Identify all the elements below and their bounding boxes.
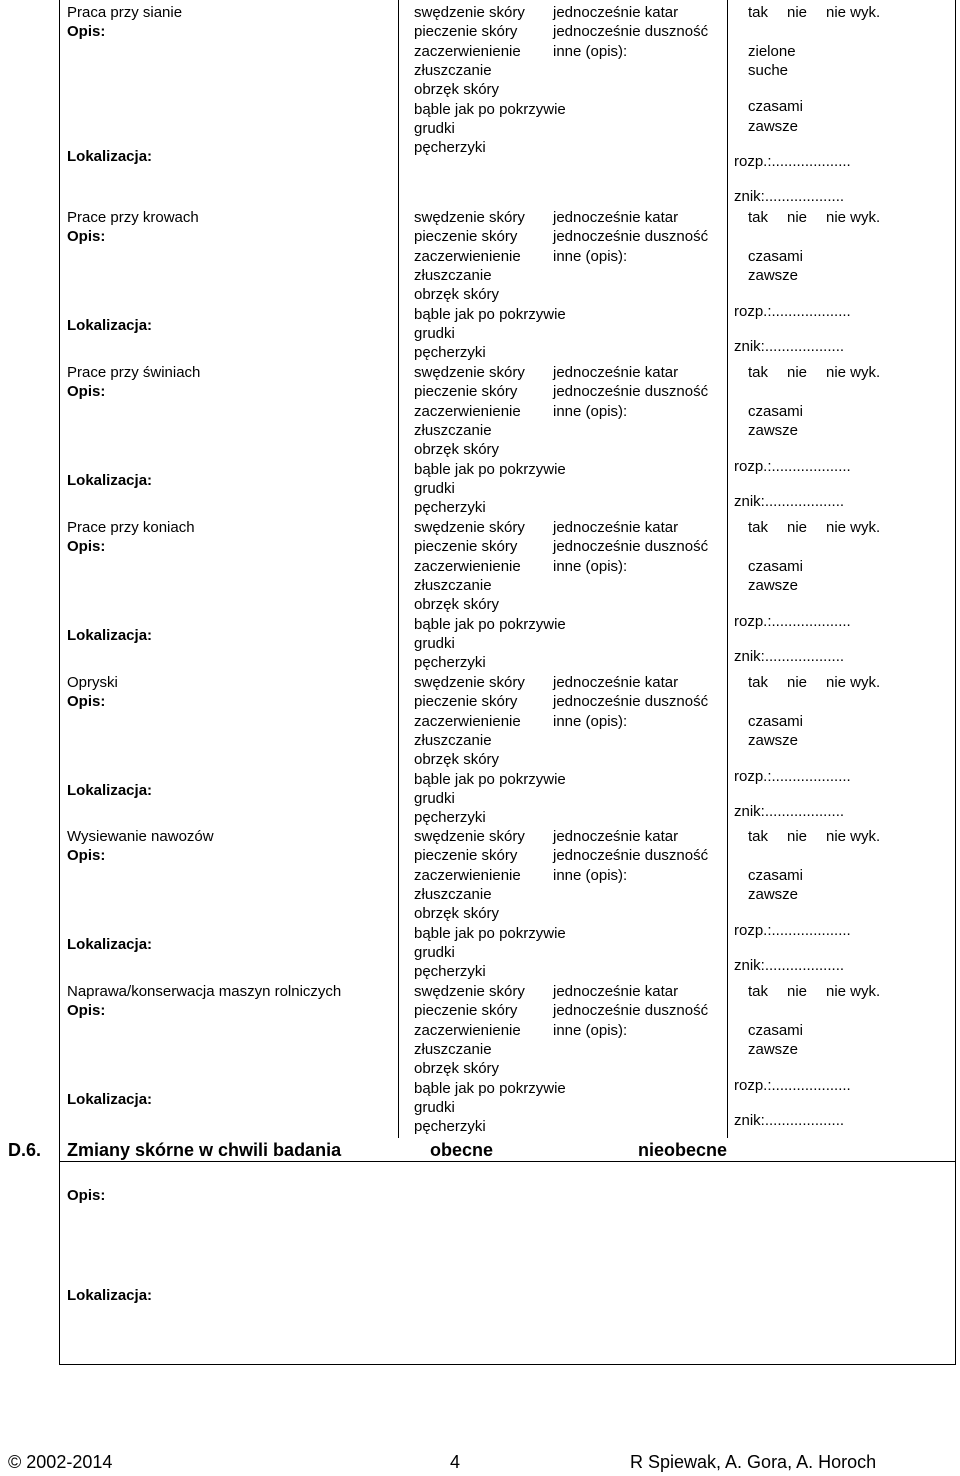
symptom-option[interactable]: zaczerwienienie (414, 1022, 521, 1039)
option-nie-wyk[interactable]: nie wyk. (826, 519, 881, 536)
rozp-field: rozp.:................... (734, 153, 851, 170)
symptom-option[interactable]: jednocześnie katar (553, 4, 679, 21)
symptom-option[interactable]: bąble jak po pokrzywie (414, 1080, 566, 1097)
symptom-option[interactable]: bąble jak po pokrzywie (414, 306, 566, 323)
symptom-option[interactable]: pieczenie skóry (414, 383, 518, 400)
opis-label: Opis: (67, 23, 106, 40)
activity-name: Prace przy koniach (67, 519, 195, 536)
option-tak[interactable]: tak (748, 828, 769, 845)
option-czasami[interactable]: czasami (748, 558, 804, 575)
symptom-option[interactable]: pęcherzyki (414, 344, 486, 361)
option-zielone[interactable]: zielone (748, 43, 796, 60)
symptom-option[interactable]: obrzęk skóry (414, 596, 500, 613)
option-nie[interactable]: nie (787, 674, 808, 691)
symptom-option[interactable]: swędzenie skóry (414, 4, 525, 21)
symptom-option[interactable]: obrzęk skóry (414, 441, 500, 458)
d6-lokalizacja-label: Lokalizacja: (67, 1287, 153, 1304)
symptom-option[interactable]: pęcherzyki (414, 654, 486, 671)
symptom-option[interactable]: grudki (414, 635, 455, 652)
znik-field: znik:................... (734, 493, 845, 510)
lokalizacja-label: Lokalizacja: (67, 1091, 153, 1108)
option-nie[interactable]: nie (787, 209, 808, 226)
symptom-option[interactable]: grudki (414, 944, 455, 961)
znik-field: znik:................... (734, 957, 845, 974)
opis-label: Opis: (67, 693, 106, 710)
lokalizacja-label: Lokalizacja: (67, 936, 153, 953)
rozp-field: rozp.:................... (734, 303, 851, 320)
option-nie-wyk[interactable]: nie wyk. (826, 674, 881, 691)
option-nie-wyk[interactable]: nie wyk. (826, 828, 881, 845)
symptom-option[interactable]: swędzenie skóry (414, 983, 525, 1000)
symptom-option[interactable]: inne (opis): (553, 43, 628, 60)
activity-name: Prace przy świniach (67, 364, 201, 381)
symptom-option[interactable]: jednocześnie duszność (553, 1002, 709, 1019)
symptom-option[interactable]: zaczerwienienie (414, 867, 521, 884)
symptom-option[interactable]: bąble jak po pokrzywie (414, 771, 566, 788)
symptom-option[interactable]: inne (opis): (553, 558, 628, 575)
symptom-option[interactable]: pieczenie skóry (414, 538, 518, 555)
symptom-option[interactable]: grudki (414, 1099, 455, 1116)
symptom-option[interactable]: złuszczanie (414, 1041, 492, 1058)
option-nie[interactable]: nie (787, 364, 808, 381)
option-czasami[interactable]: czasami (748, 403, 804, 420)
d6-box-left (59, 1161, 60, 1364)
symptom-option[interactable]: bąble jak po pokrzywie (414, 101, 566, 118)
option-zawsze[interactable]: zawsze (748, 1041, 799, 1058)
symptom-option[interactable]: zaczerwienienie (414, 558, 521, 575)
symptom-option[interactable]: pęcherzyki (414, 499, 486, 516)
activity-name: Opryski (67, 674, 118, 691)
option-zawsze[interactable]: zawsze (748, 422, 799, 439)
option-nie-wyk[interactable]: nie wyk. (826, 364, 881, 381)
opis-label: Opis: (67, 383, 106, 400)
option-tak[interactable]: tak (748, 983, 769, 1000)
symptom-option[interactable]: złuszczanie (414, 886, 492, 903)
activity-name: Praca przy sianie (67, 4, 183, 21)
lokalizacja-label: Lokalizacja: (67, 782, 153, 799)
opis-label: Opis: (67, 228, 106, 245)
option-nie[interactable]: nie (787, 519, 808, 536)
symptom-option[interactable]: złuszczanie (414, 577, 492, 594)
symptom-option[interactable]: zaczerwienienie (414, 403, 521, 420)
symptom-option[interactable]: bąble jak po pokrzywie (414, 616, 566, 633)
option-tak[interactable]: tak (748, 209, 769, 226)
symptom-option[interactable]: pieczenie skóry (414, 1002, 518, 1019)
symptom-option[interactable]: swędzenie skóry (414, 209, 525, 226)
d6-box-right (955, 1161, 956, 1364)
opis-label: Opis: (67, 538, 106, 555)
option-nie-wyk[interactable]: nie wyk. (826, 4, 881, 21)
section-title: Zmiany skórne w chwili badania (67, 1140, 342, 1160)
rozp-field: rozp.:................... (734, 1077, 851, 1094)
znik-field: znik:................... (734, 338, 845, 355)
option-zawsze[interactable]: zawsze (748, 267, 799, 284)
option-zawsze[interactable]: zawsze (748, 732, 799, 749)
znik-field: znik:................... (734, 803, 845, 820)
symptom-option[interactable]: złuszczanie (414, 62, 492, 79)
symptom-option[interactable]: zaczerwienienie (414, 43, 521, 60)
footer-copyright (8, 1451, 112, 1473)
symptom-option[interactable]: złuszczanie (414, 267, 492, 284)
option-nie-wyk[interactable]: nie wyk. (826, 983, 881, 1000)
table-left-border (59, 0, 60, 1161)
symptom-option[interactable]: jednocześnie duszność (553, 23, 709, 40)
d6-opis-label: Opis: (67, 1187, 106, 1204)
option-nie[interactable]: nie (787, 4, 808, 21)
symptom-option[interactable]: złuszczanie (414, 732, 492, 749)
symptom-option[interactable]: obrzęk skóry (414, 1060, 500, 1077)
symptom-option[interactable]: zaczerwienienie (414, 713, 521, 730)
symptom-option[interactable]: obrzęk skóry (414, 905, 500, 922)
rozp-field: rozp.:................... (734, 922, 851, 939)
symptom-option[interactable]: pieczenie skóry (414, 228, 518, 245)
option-suche[interactable]: suche (748, 62, 789, 79)
symptom-option[interactable]: pęcherzyki (414, 139, 486, 156)
option-nie-wyk[interactable]: nie wyk. (826, 209, 881, 226)
symptom-option[interactable]: inne (opis): (553, 403, 628, 420)
table-bottom-border (59, 1161, 956, 1162)
symptom-option[interactable]: obrzęk skóry (414, 751, 500, 768)
symptom-option[interactable]: jednocześnie duszność (553, 693, 709, 710)
symptom-option[interactable]: jednocześnie duszność (553, 538, 709, 555)
symptom-option[interactable]: jednocześnie duszność (553, 228, 709, 245)
option-czasami[interactable]: czasami (748, 98, 804, 115)
lokalizacja-label: Lokalizacja: (67, 472, 153, 489)
option-czasami[interactable]: czasami (748, 1022, 804, 1039)
option-tak[interactable]: tak (748, 674, 769, 691)
symptom-option[interactable]: pęcherzyki (414, 1118, 486, 1135)
option-czasami[interactable]: czasami (748, 713, 804, 730)
symptom-option[interactable]: inne (opis): (553, 248, 628, 265)
symptom-option[interactable]: jednocześnie katar (553, 519, 679, 536)
option-present[interactable]: obecne (430, 1140, 494, 1160)
znik-field: znik:................... (734, 188, 845, 205)
symptom-option[interactable]: inne (opis): (553, 1022, 628, 1039)
znik-field: znik:................... (734, 1112, 845, 1129)
symptom-option[interactable]: złuszczanie (414, 422, 492, 439)
symptom-option[interactable]: pęcherzyki (414, 963, 486, 980)
footer-years: 2002-2014 (26, 1452, 113, 1472)
symptom-option[interactable]: swędzenie skóry (414, 674, 525, 691)
section-number: D.6. (8, 1140, 42, 1160)
symptom-option[interactable]: pieczenie skóry (414, 693, 518, 710)
symptom-option[interactable]: grudki (414, 120, 455, 137)
lokalizacja-label: Lokalizacja: (67, 627, 153, 644)
symptom-option[interactable]: swędzenie skóry (414, 364, 525, 381)
table-right-border (955, 0, 956, 1161)
table-col-divider-2 (727, 0, 728, 1138)
symptom-option[interactable]: inne (opis): (553, 867, 628, 884)
symptom-option[interactable]: zaczerwienienie (414, 248, 521, 265)
symptom-option[interactable]: jednocześnie katar (553, 983, 679, 1000)
symptom-option[interactable]: jednocześnie katar (553, 674, 679, 691)
opis-label: Opis: (67, 847, 106, 864)
footer-page-number: 4 (450, 1452, 461, 1472)
rozp-field: rozp.:................... (734, 768, 851, 785)
activity-name: Wysiewanie nawozów (67, 828, 214, 845)
symptom-option[interactable]: inne (opis): (553, 713, 628, 730)
znik-field: znik:................... (734, 648, 845, 665)
option-tak[interactable]: tak (748, 4, 769, 21)
symptom-option[interactable]: grudki (414, 790, 455, 807)
copyright-icon: © (8, 1452, 22, 1472)
rozp-field: rozp.:................... (734, 458, 851, 475)
symptom-option[interactable]: obrzęk skóry (414, 81, 500, 98)
symptom-option[interactable]: jednocześnie katar (553, 828, 679, 845)
symptom-option[interactable]: pieczenie skóry (414, 23, 518, 40)
option-zawsze[interactable]: zawsze (748, 577, 799, 594)
option-tak[interactable]: tak (748, 519, 769, 536)
option-czasami[interactable]: czasami (748, 248, 804, 265)
option-tak[interactable]: tak (748, 364, 769, 381)
symptom-option[interactable]: obrzęk skóry (414, 286, 500, 303)
symptom-option[interactable]: pęcherzyki (414, 809, 486, 826)
symptom-option[interactable]: bąble jak po pokrzywie (414, 461, 566, 478)
symptom-option[interactable]: jednocześnie katar (553, 209, 679, 226)
symptom-option[interactable]: swędzenie skóry (414, 519, 525, 536)
symptom-option[interactable]: grudki (414, 325, 455, 342)
lokalizacja-label: Lokalizacja: (67, 317, 153, 334)
d6-box-bottom (59, 1364, 956, 1365)
symptom-option[interactable]: bąble jak po pokrzywie (414, 925, 566, 942)
symptom-option[interactable]: swędzenie skóry (414, 828, 525, 845)
option-nie[interactable]: nie (787, 983, 808, 1000)
symptom-option[interactable]: jednocześnie katar (553, 364, 679, 381)
footer-authors: R Spiewak, A. Gora, A. Horoch (630, 1452, 877, 1472)
opis-label: Opis: (67, 1002, 106, 1019)
option-zawsze[interactable]: zawsze (748, 118, 799, 135)
symptom-option[interactable]: pieczenie skóry (414, 847, 518, 864)
option-czasami[interactable]: czasami (748, 867, 804, 884)
option-nie[interactable]: nie (787, 828, 808, 845)
lokalizacja-label: Lokalizacja: (67, 148, 153, 165)
symptom-option[interactable]: grudki (414, 480, 455, 497)
table-col-divider-1 (398, 0, 399, 1138)
rozp-field: rozp.:................... (734, 613, 851, 630)
symptom-option[interactable]: jednocześnie duszność (553, 847, 709, 864)
symptom-option[interactable]: jednocześnie duszność (553, 383, 709, 400)
activity-name: Naprawa/konserwacja maszyn rolniczych (67, 983, 342, 1000)
activity-name: Prace przy krowach (67, 209, 199, 226)
option-zawsze[interactable]: zawsze (748, 886, 799, 903)
option-absent[interactable]: nieobecne (638, 1140, 728, 1160)
